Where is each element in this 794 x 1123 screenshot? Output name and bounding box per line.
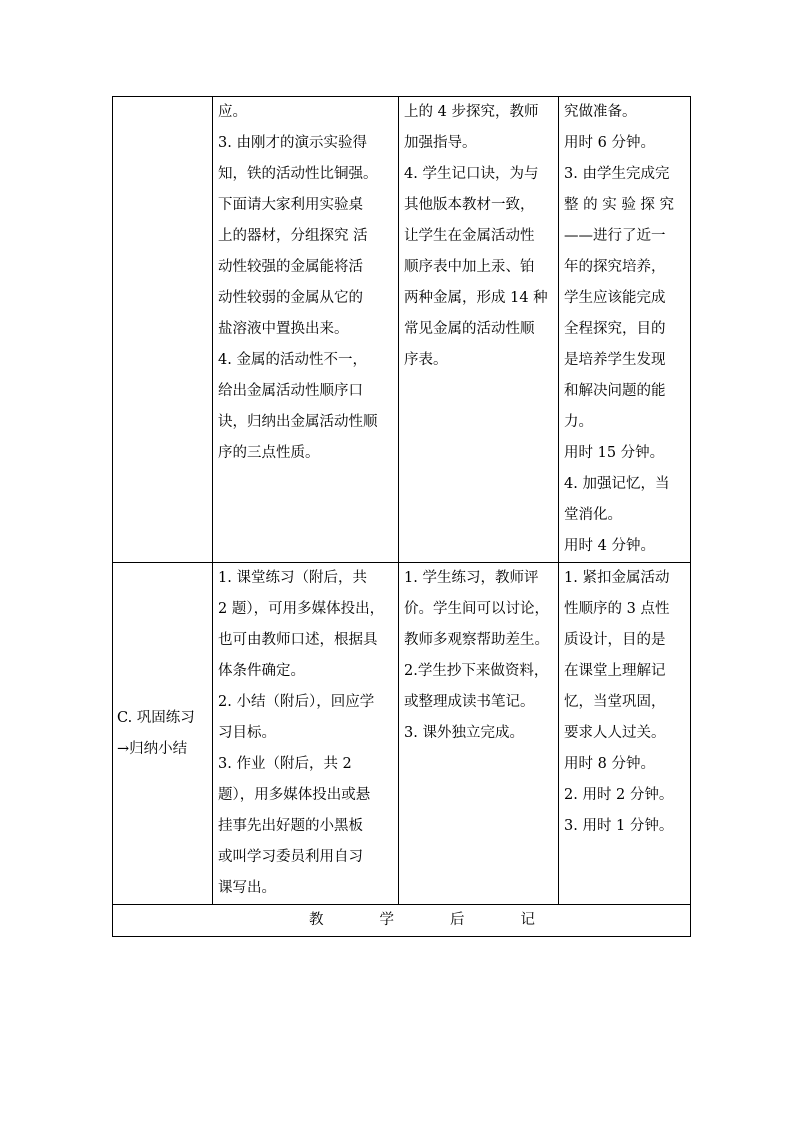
cell-text-line: 盐溶液中置换出来。 [218, 321, 349, 337]
cell-text-line: 是培养学生发现 [564, 352, 666, 368]
cell-text-line: 1. 紧扣金属活动 [564, 570, 670, 586]
footer-char: 后 [450, 912, 465, 928]
cell-text-line: 诀，归纳出金属活动性顺 [218, 414, 378, 430]
cell-text-line: 或叫学习委员利用自习 [218, 849, 363, 865]
table-row [113, 905, 691, 937]
cell-text-line: 上的 4 步探究，教师 [404, 104, 539, 120]
cell-text-line: 体条件确定。 [218, 663, 305, 679]
cell-text-line: 2 题），可用多媒体投出， [218, 601, 385, 617]
cell-text-line: 学生应该能完成 [564, 290, 666, 306]
row2-teacher-activity-cell [213, 563, 399, 905]
cell-text-line: 价。学生间可以讨论， [404, 601, 549, 617]
cell-text-line: 常见金属的活动性顺 [404, 321, 535, 337]
cell-text-line: 加强指导。 [404, 135, 477, 151]
cell-text-line: 堂消化。 [564, 507, 622, 523]
cell-text-line: 上的器材，分组探究 活 [218, 228, 368, 244]
cell-text-line: 用时 6 分钟。 [564, 135, 655, 151]
cell-text-line: 下面请大家利用实验桌 [218, 197, 363, 213]
cell-text-line: 2. 用时 2 分钟。 [564, 787, 674, 803]
cell-text-line: 和解决问题的能 [564, 383, 666, 399]
footer-char: 记 [520, 912, 535, 928]
cell-text-line: 课写出。 [218, 880, 276, 896]
row2-student-activity-cell [399, 563, 559, 905]
row1-student-activity-cell [399, 97, 559, 563]
cell-text-line: 让学生在金属活动性 [404, 228, 535, 244]
cell-text-line: C. 巩固练习 [117, 709, 195, 726]
cell-text-line: 性顺序的 3 点性 [564, 601, 670, 617]
cell-text-line: 两种金属，形成 14 种 [404, 290, 548, 306]
table-row [113, 97, 691, 563]
cell-text-line: 题），用多媒体投出或悬 [218, 787, 371, 803]
cell-text-line: 在课堂上理解记 [564, 663, 666, 679]
row2-stage-cell [113, 563, 213, 905]
cell-text-line: 2. 小结（附后），回应学 [218, 694, 375, 710]
cell-text-line: 顺序表中加上汞、铂 [404, 259, 535, 275]
cell-text-line: 4. 加强记忆，当 [564, 476, 670, 492]
teaching-postscript-heading [113, 905, 691, 937]
cell-text-line: 3. 用时 1 分钟。 [564, 818, 674, 834]
cell-text-line: 忆，当堂巩固， [564, 694, 666, 710]
cell-text-line: 动性较弱的金属从它的 [218, 290, 363, 306]
cell-text-line: 给出金属活动性顺序口 [218, 383, 363, 399]
cell-text-line: 3. 由刚才的演示实验得 [218, 135, 367, 151]
cell-text-line: 年的探究培养， [564, 259, 666, 275]
row1-design-intent-cell [559, 97, 691, 563]
row2-design-intent-cell [559, 563, 691, 905]
cell-text-line: 应。 [218, 104, 247, 120]
cell-text-line: 4. 学生记口诀，为与 [404, 166, 539, 182]
cell-text-line: 其他版本教材一致， [404, 197, 535, 213]
cell-text-line: 2.学生抄下来做资料， [404, 663, 549, 679]
cell-text-line: 序的三点性质。 [218, 445, 320, 461]
cell-text-line: 用时 8 分钟。 [564, 756, 655, 772]
cell-text-line: 习目标。 [218, 725, 276, 741]
footer-char: 学 [379, 912, 394, 928]
cell-text-line: 用时 4 分钟。 [564, 538, 655, 554]
lesson-plan-table [112, 96, 690, 937]
row1-teacher-activity-cell [213, 97, 399, 563]
cell-text-line: 究做准备。 [564, 104, 637, 120]
row1-stage-cell [113, 97, 213, 563]
cell-text-line: 1. 课堂练习（附后，共 [218, 570, 367, 586]
cell-text-line: 知，铁的活动性比铜强。 [218, 166, 378, 182]
table-row [113, 563, 691, 905]
cell-text-line: 1. 学生练习，教师评 [404, 570, 539, 586]
cell-text-line: 全程探究，目的 [564, 321, 666, 337]
cell-text-line: 用时 15 分钟。 [564, 445, 665, 461]
lesson-table [112, 96, 691, 937]
cell-text-line: 4. 金属的活动性不一， [218, 352, 367, 368]
cell-text-line: 动性较强的金属能将活 [218, 259, 363, 275]
cell-text-line: 或整理成读书笔记。 [404, 694, 535, 710]
cell-text-line: ——进行了近一 [564, 228, 666, 244]
cell-text-line: 整 的 实 验 探 究 [564, 197, 675, 213]
cell-text-line: 3. 作业（附后，共 2 [218, 756, 352, 772]
cell-text-line: 也可由教师口述，根据具 [218, 632, 378, 648]
cell-text-line: 要求人人过关。 [564, 725, 666, 741]
cell-text-line: 力。 [564, 414, 593, 430]
cell-text-line: 序表。 [404, 352, 448, 368]
cell-text-line: 教师多观察帮助差生。 [404, 632, 549, 648]
cell-text-line: 3. 由学生完成完 [564, 166, 670, 182]
cell-text-line: 3. 课外独立完成。 [404, 725, 524, 741]
cell-text-line: →归纳小结 [117, 740, 188, 757]
cell-text-line: 挂事先出好题的小黑板 [218, 818, 363, 834]
cell-text-line: 质设计，目的是 [564, 632, 666, 648]
footer-char: 教 [309, 912, 324, 928]
